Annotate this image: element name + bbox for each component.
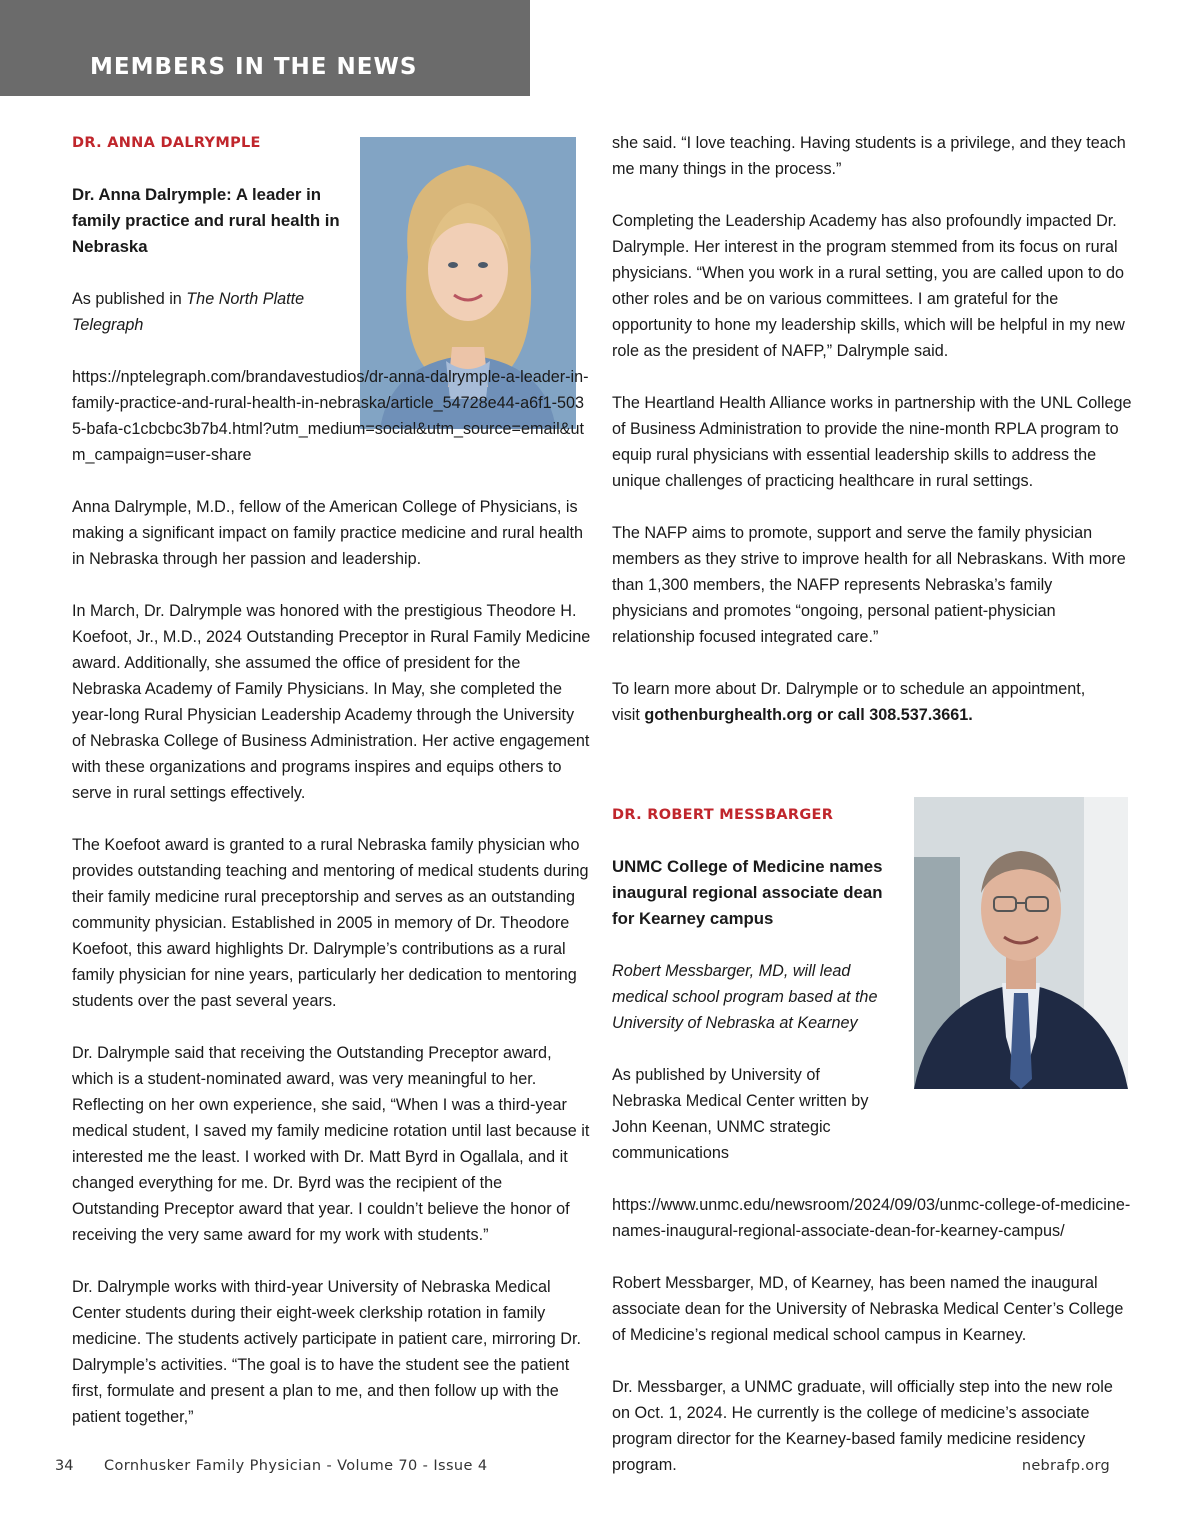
dalrymple-paragraph-5: Dr. Dalrymple works with third-year University of Nebraska Medical Center students during their eight-week clerkship rotation in family medicine. The students actively participate in patient care, mirroring Dr. Dalrymple’s activities. “The goal is to have the student see the patient first, formulate and present a plan to me, and then follow up with the patient together,”: [72, 1278, 581, 1426]
section-title: MEMBERS IN THE NEWS: [90, 54, 418, 80]
messbarger-headline: UNMC College of Medicine names inaugural regional associate dean for Kearney campus: [612, 857, 883, 928]
messbarger-subhead: Robert Messbarger, MD, will lead medical school program based at the University of Nebraska at Kearney: [612, 962, 878, 1032]
page-number: 34: [55, 1458, 74, 1474]
dalrymple-published-credit: [72, 286, 347, 338]
dalrymple-paragraph-9: The NAFP aims to promote, support and serve the family physician members as they strive to improve health for all Nebraskans. With more than 1,300 members, the NAFP represents Nebraska’s family physicians and promotes “ongoing, personal patient-physician relationship focused integrated care.”: [612, 524, 1126, 646]
dalrymple-contact-link[interactable]: gothenburghealth.org or call 308.537.3661.: [644, 706, 973, 724]
messbarger-member-name: DR. ROBERT MESSBARGER: [612, 807, 834, 823]
dalrymple-member-name: DR. ANNA DALRYMPLE: [72, 135, 261, 151]
messbarger-source-url[interactable]: [612, 1192, 1132, 1244]
dalrymple-paragraph-3: The Koefoot award is granted to a rural Nebraska family physician who provides outstanding teaching and mentoring of medical students during their family medicine rural preceptorship and serves as an outstanding community physician. Established in 2005 in memory of Dr. Theodore Koefoot, this award highlights Dr. Dalrymple’s contributions as a rural family physician for nine years, particularly her dedication to mentoring students over the past several years.: [72, 836, 589, 1010]
dalrymple-contact-line: To learn more about Dr. Dalrymple or to schedule an appointment,: [612, 680, 1086, 698]
dalrymple-paragraph-4: Dr. Dalrymple said that receiving the Outstanding Preceptor award, which is a student-nominated award, was very meaningful to her. Reflecting on her own experience, she said, “When I was a third-year medical student, I saved my family medicine rotation until last because it interested me the least. I worked with Dr. Matt Byrd in Ogallala, and it changed everything for me. Dr. Byrd was the recipient of the Outstanding Preceptor award that year. I couldn’t believe the honor of receiving the very same award for my work with students.”: [72, 1044, 590, 1244]
section-banner: [0, 0, 530, 96]
dalrymple-paragraph-8: The Heartland Health Alliance works in partnership with the UNL College of Business Administration to provide the nine-month RPLA program to equip rural physicians with essential leadership skills to address the unique challenges of practicing healthcare in rural settings.: [612, 394, 1132, 490]
dalrymple-paragraph-1: Anna Dalrymple, M.D., fellow of the American College of Physicians, is making a significant impact on family practice medicine and rural health in Nebraska through her passion and leadership.: [72, 498, 584, 568]
dalrymple-url-text: https://nptelegraph.com/brandavestudios/dr-anna-dalrymple-a-leader-in-family-practice-and-rural-health-in-nebraska/article_54728e44-a6f1-5035-bafa-c1cbcbc3b7b4.html?utm_medium=social&utm_source=email&utm_campaign=user-share: [72, 368, 589, 464]
messbarger-url-text: https://www.unmc.edu/newsroom/2024/09/03/unmc-college-of-medicine-names-inaugural-regional-associate-dean-for-kearney-campus/: [612, 1196, 1131, 1240]
article-dalrymple-column-right: [612, 130, 1132, 728]
publication-title: Cornhusker Family Physician - Volume 70 - Issue 4: [104, 1458, 488, 1474]
website-link[interactable]: nebrafp.org: [1021, 1458, 1110, 1474]
article-dalrymple-column-left: [72, 130, 592, 1430]
messbarger-paragraph-1: Robert Messbarger, MD, of Kearney, has been named the inaugural associate dean for the University of Nebraska Medical Center’s College of Medicine’s regional medical school campus in Kearney.: [612, 1274, 1124, 1344]
dalrymple-paragraph-7: Completing the Leadership Academy has also profoundly impacted Dr. Dalrymple. Her interest in the program stemmed from its focus on rural physicians. “When you work in a rural setting, you are called upon to do other roles and be on various committees. I am grateful for the opportunity to hone my leadership skills, which will be helpful in my new role as the president of NAFP,” Dalrymple said.: [612, 212, 1125, 360]
dalrymple-contact: [612, 676, 1132, 728]
messbarger-byline: As published by University of Nebraska Medical Center written by John Keenan, UNMC strategic communications: [612, 1066, 869, 1162]
dalrymple-paragraph-6: she said. “I love teaching. Having students is a privilege, and they teach me many things in the process.”: [612, 134, 1126, 178]
page-footer: [0, 1458, 1200, 1484]
dalrymple-source-url[interactable]: [72, 364, 592, 468]
dalrymple-contact-visit: visit: [612, 706, 645, 724]
dalrymple-headline: Dr. Anna Dalrymple: A leader in family practice and rural health in Nebraska: [72, 185, 340, 256]
dalrymple-published-prefix: As published in: [72, 290, 187, 308]
article-messbarger: [612, 802, 1132, 1478]
dalrymple-published-source: The North Platte Telegraph: [72, 290, 305, 334]
dalrymple-paragraph-2: In March, Dr. Dalrymple was honored with the prestigious Theodore H. Koefoot, Jr., M.D., 2024 Outstanding Preceptor in Rural Family Medicine award. Additionally, she assumed the office of president for the Nebraska Academy of Family Physicians. In May, she completed the year-long Rural Physician Leadership Academy through the University of Nebraska College of Business Administration. Her active engagement with these organizations and programs inspires and equips others to serve in rural settings effectively.: [72, 602, 591, 802]
messbarger-paragraph-2: Dr. Messbarger, a UNMC graduate, will officially step into the new role on Oct. 1, 2024. He currently is the college of medicine’s associate program director for the Kearney-based family medicine residency program.: [612, 1378, 1113, 1474]
